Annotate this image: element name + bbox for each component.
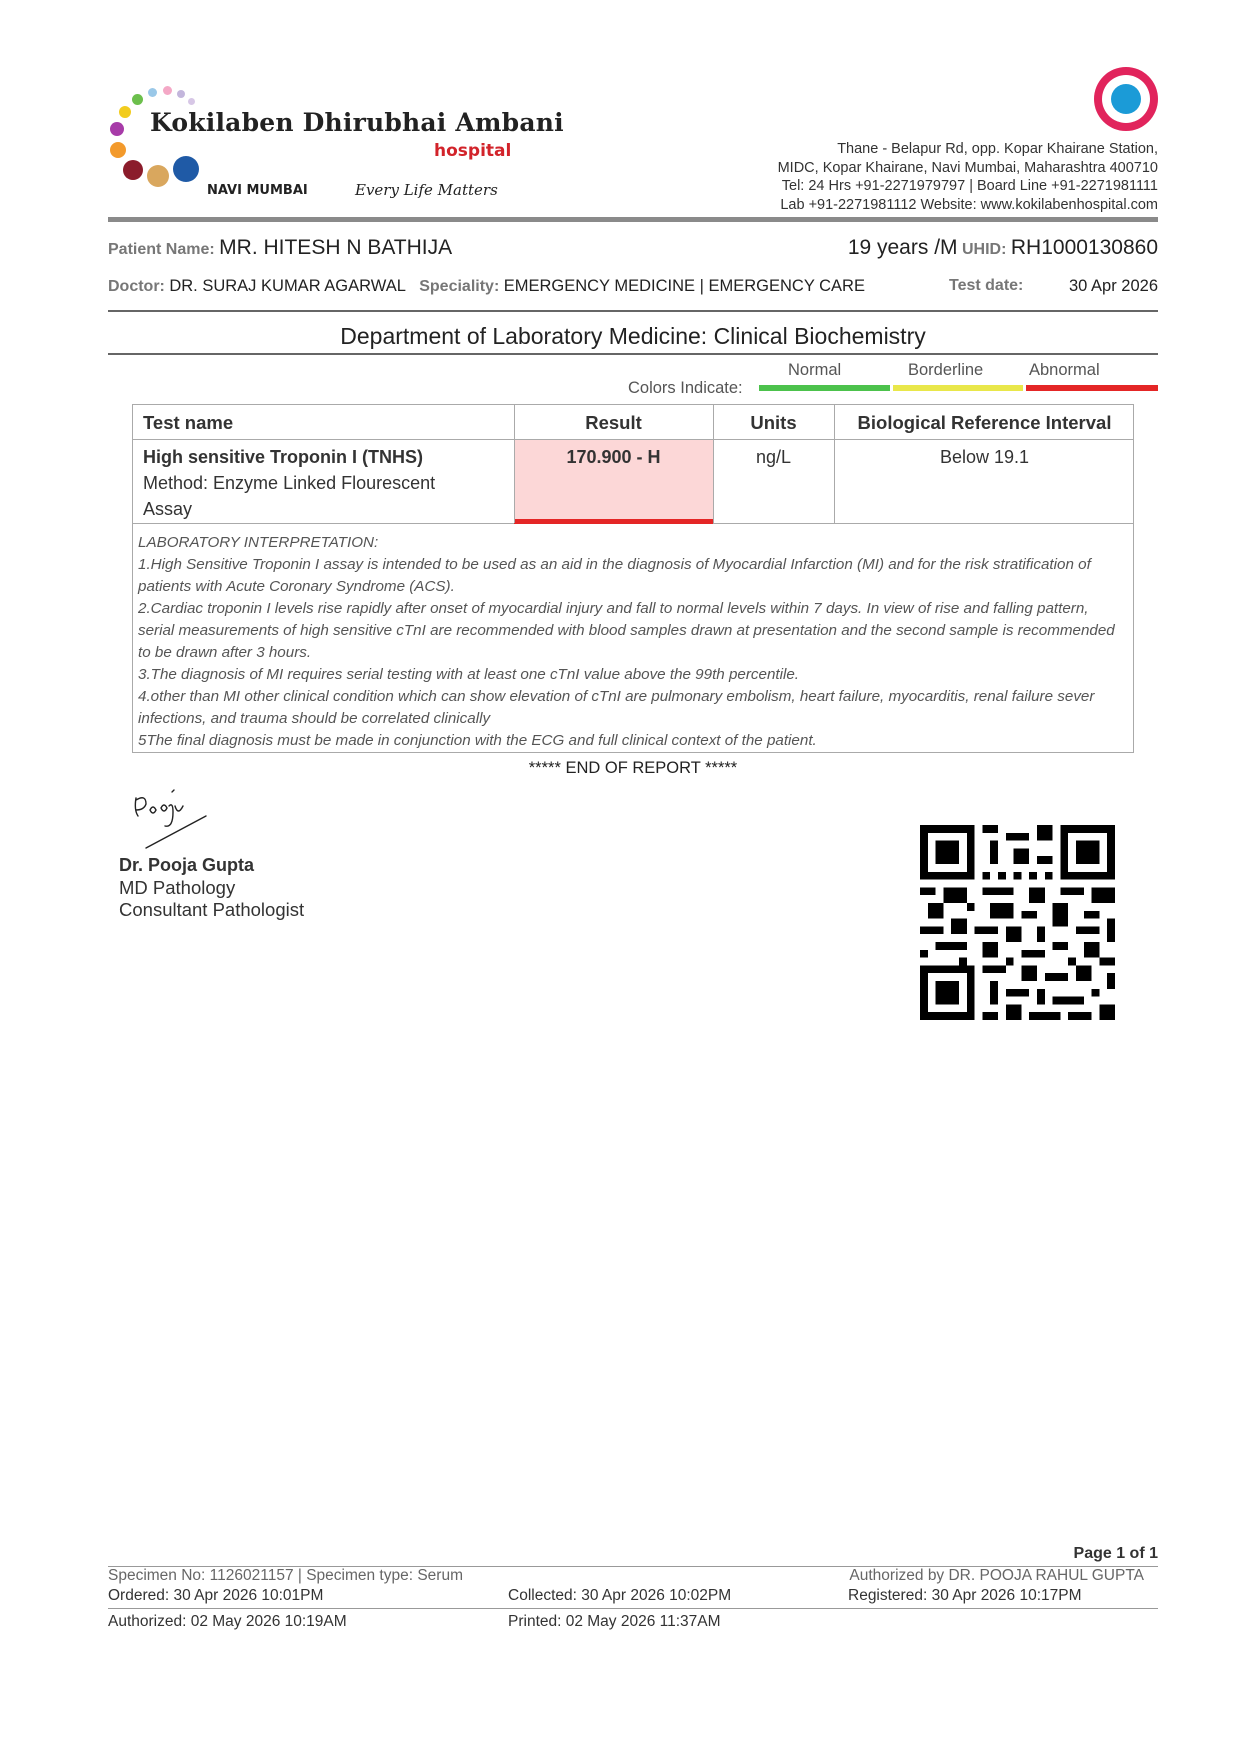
ordered-time: Ordered: 30 Apr 2026 10:01PM xyxy=(108,1587,324,1604)
test-date-label: Test date: xyxy=(949,277,1024,294)
address-line: Tel: 24 Hrs +91-2271979797 | Board Line +91-2271981111 xyxy=(781,178,1158,194)
department-title: Department of Laboratory Medicine: Clinical Biochemistry xyxy=(340,323,926,349)
patient-id-row xyxy=(848,236,1158,260)
interpretation-point: 3.The diagnosis of MI requires serial testing with at least one cTnI value above the 99th percentile. xyxy=(138,666,800,683)
units-value: ng/L xyxy=(755,447,792,467)
header-row-divider xyxy=(133,439,1133,440)
legend-borderline-bar xyxy=(893,385,1023,391)
authorized-time: Authorized: 02 May 2026 10:19AM xyxy=(108,1613,347,1630)
legend-title: Colors Indicate: xyxy=(628,379,743,397)
signatory-role: Consultant Pathologist xyxy=(119,899,305,920)
collected-time: Collected: 30 Apr 2026 10:02PM xyxy=(508,1587,732,1604)
department-divider xyxy=(108,353,1158,355)
legend-abnormal-label: Abnormal xyxy=(1029,361,1100,379)
hospital-name: Kokilaben Dhirubhai Ambani xyxy=(150,108,564,137)
hospital-word: hospital xyxy=(434,141,512,161)
interpretation-point: 5The final diagnosis must be made in conjunction with the ECG and full clinical context of the patient. xyxy=(138,732,817,749)
patient-name-row xyxy=(108,236,452,260)
lab-interpretation xyxy=(132,524,1134,753)
header-divider xyxy=(108,217,1158,222)
interpretation-point: 2.Cardiac troponin I levels rise rapidly after onset of myocardial injury and fall to normal levels within 7 days. In view of rise and falling pattern, serial measurements of high sensitive cTnI are recommended with blood samples drawn at presentation and the second sample is recommended to be drawn after 3 hours. xyxy=(138,600,1115,661)
hospital-location: NAVI MUMBAI xyxy=(207,183,308,198)
header-units: Units xyxy=(750,412,797,433)
test-method-line: Method: Enzyme Linked Flourescent xyxy=(143,473,436,493)
signature-image xyxy=(128,780,218,850)
results-table xyxy=(132,404,1134,524)
authorized-by: Authorized by DR. POOJA RAHUL GUPTA xyxy=(849,1567,1144,1584)
doctor-name: DR. SURAJ KUMAR AGARWAL xyxy=(169,277,406,295)
header-result: Result xyxy=(585,412,642,433)
header-test-name: Test name xyxy=(143,412,234,433)
reference-value: Below 19.1 xyxy=(939,447,1030,467)
legend-borderline-label: Borderline xyxy=(908,361,984,379)
end-of-report: ***** END OF REPORT ***** xyxy=(528,759,738,777)
test-date-value: 30 Apr 2026 xyxy=(1069,277,1158,295)
footer-mid-divider xyxy=(108,1608,1158,1609)
registered-time: Registered: 30 Apr 2026 10:17PM xyxy=(848,1587,1082,1604)
legend-normal-label: Normal xyxy=(788,361,842,379)
address-line: Thane - Belapur Rd, opp. Kopar Khairane Station, xyxy=(837,141,1158,157)
patient-age-sex: 19 years /M xyxy=(847,236,958,259)
patient-name: MR. HITESH N BATHIJA xyxy=(219,236,453,259)
doctor-label: Doctor: xyxy=(108,278,165,295)
uhid-value: RH1000130860 xyxy=(1010,236,1158,259)
specimen-info: Specimen No: 1126021157 | Specimen type: Serum xyxy=(108,1567,463,1584)
test-method-line: Assay xyxy=(143,499,193,519)
address-line: MIDC, Kopar Khairane, Navi Mumbai, Maharashtra 400710 xyxy=(777,159,1158,176)
info-divider xyxy=(108,310,1158,312)
interpretation-title: LABORATORY INTERPRETATION: xyxy=(138,534,379,551)
signatory-name: Dr. Pooja Gupta xyxy=(119,855,255,875)
result-value: 170.900 - H xyxy=(566,447,661,467)
printed-time: Printed: 02 May 2026 11:37AM xyxy=(508,1613,721,1630)
interpretation-point: 4.other than MI other clinical condition which can show elevation of cTnI are pulmonary embolism, heart failure, myocarditis, renal failure sever infections, and trauma should be correlated clinically xyxy=(138,688,1095,727)
signatory-degree: MD Pathology xyxy=(119,877,236,898)
header-reference: Biological Reference Interval xyxy=(857,412,1112,433)
interpretation-point: 1.High Sensitive Troponin I assay is intended to be used as an aid in the diagnosis of Myocardial Infarction (MI) and for the risk stratification of patients with Acute Coronary Syndrome (ACS). xyxy=(138,556,1091,595)
speciality-label: Speciality: xyxy=(419,278,500,295)
doctor-row xyxy=(108,277,865,296)
uhid-label: UHID: xyxy=(961,241,1007,258)
legend-normal-bar xyxy=(759,385,890,391)
speciality-value: EMERGENCY MEDICINE | EMERGENCY CARE xyxy=(503,277,865,295)
test-name: High sensitive Troponin I (TNHS) xyxy=(143,447,424,467)
patient-name-label: Patient Name: xyxy=(108,241,215,258)
address-line: Lab +91-2271981112 Website: www.kokilabenhospital.com xyxy=(780,196,1158,213)
hospital-address xyxy=(778,140,1158,214)
nabh-badge-icon xyxy=(1094,67,1158,131)
hospital-tagline: Every Life Matters xyxy=(355,181,498,199)
page-number: Page 1 of 1 xyxy=(1073,1545,1158,1562)
qr-code-icon xyxy=(920,825,1115,1020)
legend-abnormal-bar xyxy=(1026,385,1158,391)
